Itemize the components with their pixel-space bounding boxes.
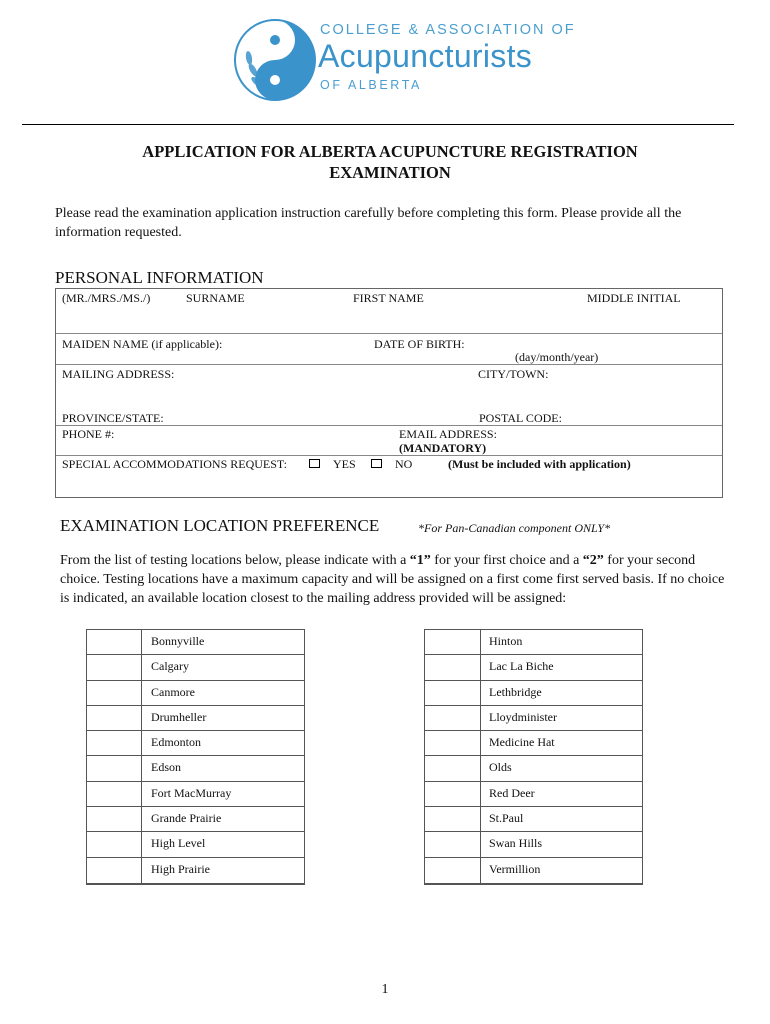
location-name: Red Deer xyxy=(489,785,535,800)
special-no-label: NO xyxy=(395,457,413,471)
postal-code-label: POSTAL CODE: xyxy=(479,411,562,425)
location-row xyxy=(87,681,304,706)
choice-entry-cell[interactable] xyxy=(87,782,142,806)
logo-line-2: Acupuncturists xyxy=(318,38,533,74)
choice-entry-cell[interactable] xyxy=(87,756,142,780)
location-name: Lloydminister xyxy=(489,709,557,724)
row-divider xyxy=(56,455,722,456)
location-row xyxy=(87,858,304,883)
location-name: Drumheller xyxy=(151,709,207,724)
special-note: (Must be included with application) xyxy=(448,457,631,471)
province-state-label: PROVINCE/STATE: xyxy=(62,411,164,425)
choice-entry-cell[interactable] xyxy=(87,731,142,755)
location-row xyxy=(87,807,304,832)
location-heading: EXAMINATION LOCATION PREFERENCE xyxy=(60,516,380,535)
special-accommodations-label: SPECIAL ACCOMMODATIONS REQUEST: xyxy=(62,457,287,471)
first-name-label: FIRST NAME xyxy=(353,291,424,305)
location-name: St.Paul xyxy=(489,811,524,826)
page-number: 1 xyxy=(381,982,389,997)
location-row xyxy=(425,756,642,781)
date-of-birth-label: DATE OF BIRTH: xyxy=(374,337,465,351)
location-row xyxy=(425,832,642,857)
special-yes-label: YES xyxy=(333,457,356,471)
location-row xyxy=(425,681,642,706)
page-title xyxy=(0,141,770,183)
location-name: Vermillion xyxy=(489,861,541,876)
location-row xyxy=(425,858,642,883)
location-row xyxy=(87,655,304,680)
location-row xyxy=(87,731,304,756)
choice-entry-cell[interactable] xyxy=(425,655,481,679)
dob-format-hint: (day/month/year) xyxy=(515,350,599,364)
location-row xyxy=(87,706,304,731)
row-divider xyxy=(56,364,722,365)
locations-table-left xyxy=(86,629,305,885)
email-label: EMAIL ADDRESS: xyxy=(399,427,497,441)
yin-yang-leaf-logo-icon xyxy=(233,18,317,102)
choice-entry-cell[interactable] xyxy=(87,858,142,883)
para-text-2: for your first choice and a xyxy=(430,553,583,568)
choice-entry-cell[interactable] xyxy=(425,832,481,856)
location-name: Canmore xyxy=(151,684,195,699)
logo-line-3: OF ALBERTA xyxy=(320,78,422,92)
logo-line-1: COLLEGE & ASSOCIATION OF xyxy=(320,22,576,38)
location-row xyxy=(425,706,642,731)
choice-entry-cell[interactable] xyxy=(87,630,142,654)
location-instructions xyxy=(60,551,730,608)
row-divider xyxy=(56,425,722,426)
choice-entry-cell[interactable] xyxy=(87,807,142,831)
choice-entry-cell[interactable] xyxy=(425,630,481,654)
location-name: Fort MacMurray xyxy=(151,785,232,800)
location-name: High Prairie xyxy=(151,861,210,876)
choice-entry-cell[interactable] xyxy=(425,782,481,806)
location-name: Edson xyxy=(151,760,181,775)
location-name: Olds xyxy=(489,760,512,775)
choice-entry-cell[interactable] xyxy=(87,681,142,705)
personal-info-box xyxy=(55,288,723,498)
location-name: Lethbridge xyxy=(489,684,542,699)
email-mandatory-note: (MANDATORY) xyxy=(399,441,487,455)
maiden-name-label: MAIDEN NAME (if applicable): xyxy=(62,337,223,351)
personal-info-heading: PERSONAL INFORMATION xyxy=(55,268,264,287)
location-row xyxy=(425,807,642,832)
surname-label: SURNAME xyxy=(186,291,245,305)
middle-initial-label: MIDDLE INITIAL xyxy=(587,291,681,305)
choice-entry-cell[interactable] xyxy=(425,681,481,705)
title-line-1: APPLICATION FOR ALBERTA ACUPUNCTURE REGISTRATION xyxy=(142,142,638,161)
choice-entry-cell[interactable] xyxy=(87,655,142,679)
location-name: Grande Prairie xyxy=(151,811,222,826)
para-text-1: From the list of testing locations below, please indicate with a xyxy=(60,553,410,568)
location-row xyxy=(87,630,304,655)
special-no-checkbox[interactable] xyxy=(371,459,382,468)
location-name: Bonnyville xyxy=(151,634,205,648)
location-row xyxy=(425,782,642,807)
title-line-2: EXAMINATION xyxy=(329,163,451,182)
location-row xyxy=(425,731,642,756)
choice-entry-cell[interactable] xyxy=(425,858,481,883)
special-yes-checkbox[interactable] xyxy=(309,459,320,468)
location-row xyxy=(87,756,304,781)
mailing-address-label: MAILING ADDRESS: xyxy=(62,367,175,381)
location-row xyxy=(425,630,642,655)
phone-label: PHONE #: xyxy=(62,427,115,441)
location-name: Edmonton xyxy=(151,735,201,750)
choice-one-marker: “1” xyxy=(409,553,431,568)
choice-two-marker: “2” xyxy=(582,553,604,568)
location-name: Swan Hills xyxy=(489,836,543,851)
location-row xyxy=(425,655,642,680)
location-name: High Level xyxy=(151,836,206,851)
choice-entry-cell[interactable] xyxy=(425,731,481,755)
choice-entry-cell[interactable] xyxy=(425,756,481,780)
location-row xyxy=(87,782,304,807)
choice-entry-cell[interactable] xyxy=(87,832,142,856)
city-town-label: CITY/TOWN: xyxy=(478,367,549,381)
choice-entry-cell[interactable] xyxy=(87,706,142,730)
intro-paragraph: Please read the examination application instruction carefully before completing this form. Please provide all the information requested. xyxy=(55,206,682,240)
location-name: Calgary xyxy=(151,659,189,674)
location-name: Medicine Hat xyxy=(489,735,555,750)
locations-table-right xyxy=(424,629,643,885)
location-name: Hinton xyxy=(489,634,523,648)
choice-entry-cell[interactable] xyxy=(425,706,481,730)
row-divider xyxy=(56,333,722,334)
location-note: *For Pan-Canadian component ONLY* xyxy=(418,521,611,535)
choice-entry-cell[interactable] xyxy=(425,807,481,831)
header-divider xyxy=(22,124,734,125)
para-text-3: for your second choice. Testing locations have a maximum capacity and will be assigned on a first come first served basis. If no choice is indicated, an available location closest to the mailing address provided will be assigned: xyxy=(60,553,725,606)
salutation-label: (MR./MRS./MS./) xyxy=(62,291,151,305)
location-row xyxy=(87,832,304,857)
location-name: Lac La Biche xyxy=(489,659,554,674)
